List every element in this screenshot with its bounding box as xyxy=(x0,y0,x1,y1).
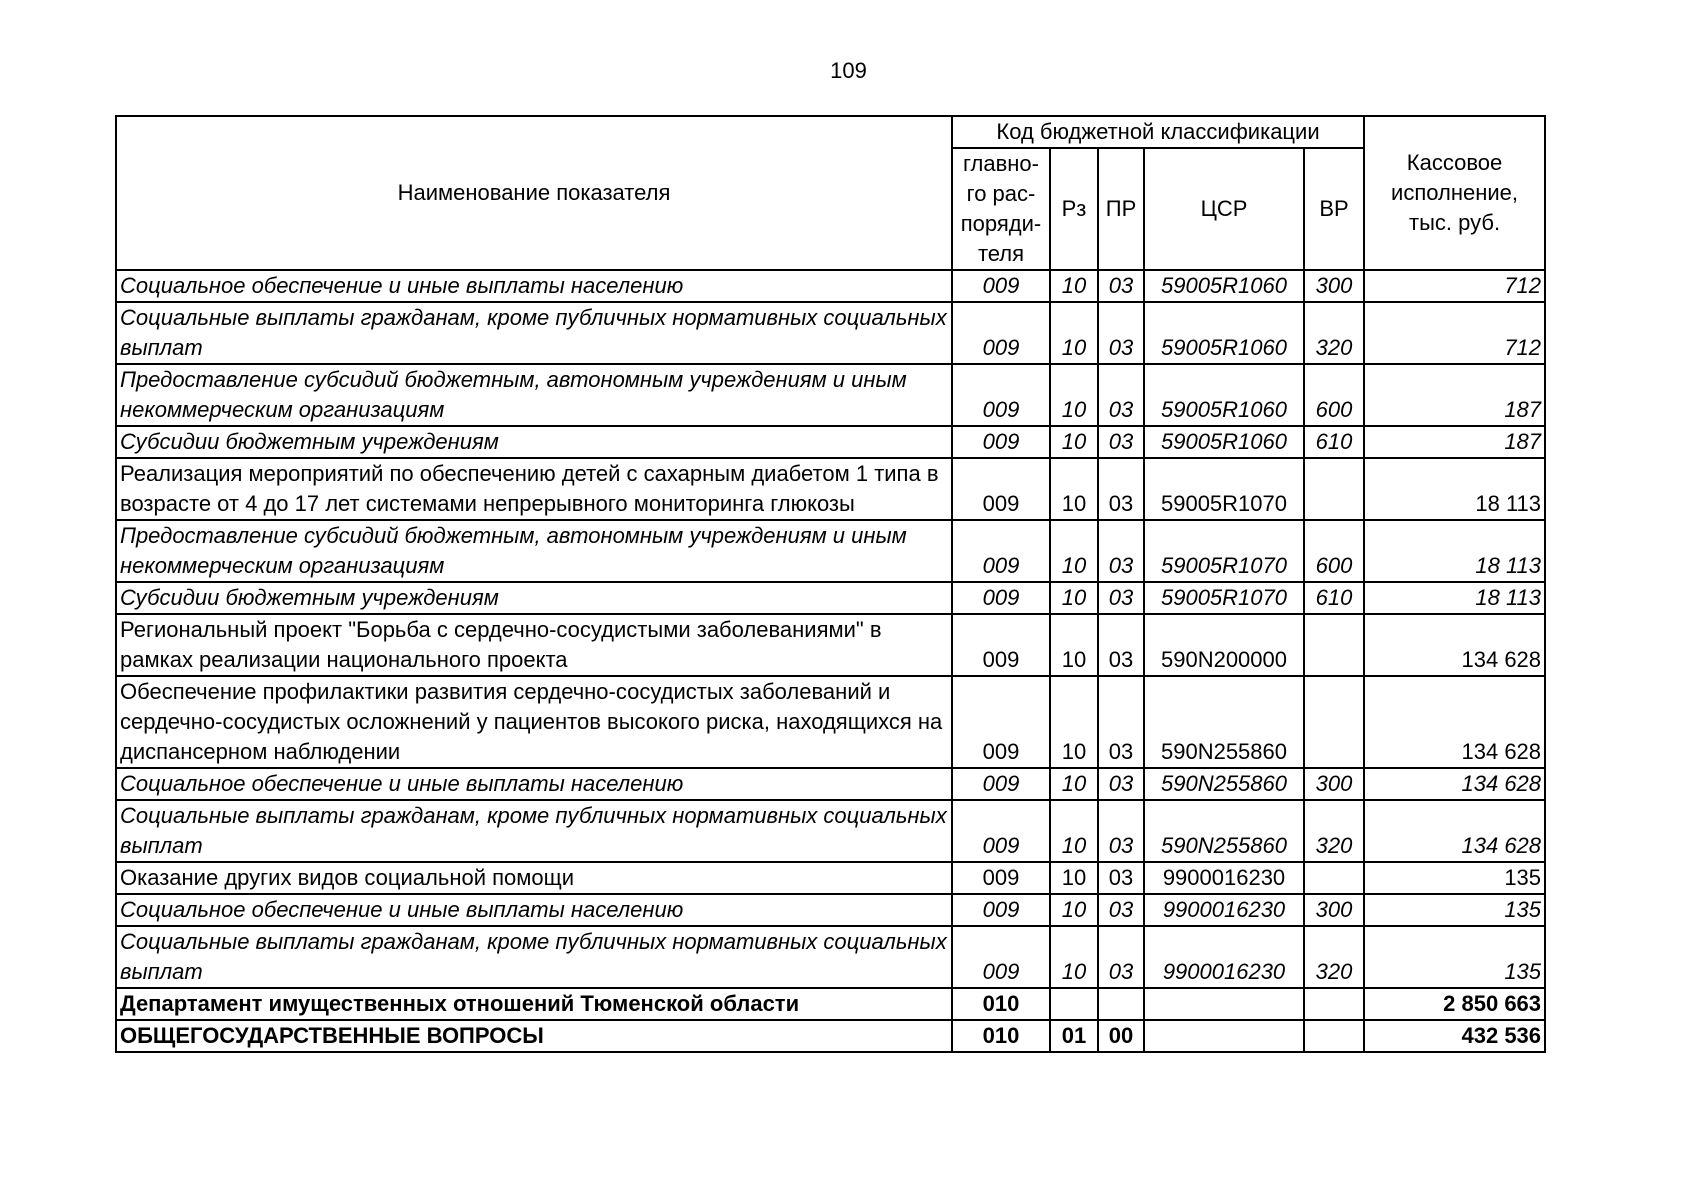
row-amount: 134 628 xyxy=(1364,800,1545,862)
row-amount: 134 628 xyxy=(1364,768,1545,800)
row-name: Департамент имущественных отношений Тюменской области xyxy=(116,988,952,1020)
row-glav-code: 009 xyxy=(952,458,1050,520)
row-amount: 2 850 663 xyxy=(1364,988,1545,1020)
row-glav-code: 009 xyxy=(952,800,1050,862)
row-name: Социальные выплаты гражданам, кроме публичных нормативных социальных выплат xyxy=(116,800,952,862)
row-pr-code: 03 xyxy=(1098,520,1144,582)
row-csr-code: 9900016230 xyxy=(1144,926,1304,988)
table-row xyxy=(116,988,1545,1020)
row-rz-code: 10 xyxy=(1050,768,1098,800)
row-csr-code: 59005R1070 xyxy=(1144,458,1304,520)
row-pr-code: 00 xyxy=(1098,1020,1144,1052)
row-glav-code: 009 xyxy=(952,614,1050,676)
header-amount: Кассовое исполнение, тыс. руб. xyxy=(1364,116,1545,270)
row-rz-code: 10 xyxy=(1050,520,1098,582)
table-row xyxy=(116,458,1545,520)
row-csr-code: 59005R1070 xyxy=(1144,582,1304,614)
row-glav-code: 009 xyxy=(952,926,1050,988)
row-amount: 134 628 xyxy=(1364,614,1545,676)
header-rz: Рз xyxy=(1050,148,1098,270)
row-vr-code xyxy=(1304,458,1364,520)
row-name: Предоставление субсидий бюджетным, автономным учреждениям и иным некоммерческим организациям xyxy=(116,520,952,582)
row-amount: 187 xyxy=(1364,426,1545,458)
row-rz-code: 10 xyxy=(1050,582,1098,614)
row-csr-code: 9900016230 xyxy=(1144,894,1304,926)
row-csr-code: 59005R1070 xyxy=(1144,520,1304,582)
header-code-group: Код бюджетной классификации xyxy=(952,116,1364,148)
row-csr-code xyxy=(1144,988,1304,1020)
row-pr-code: 03 xyxy=(1098,768,1144,800)
row-vr-code: 300 xyxy=(1304,270,1364,302)
row-pr-code: 03 xyxy=(1098,426,1144,458)
row-vr-code: 320 xyxy=(1304,800,1364,862)
row-rz-code: 10 xyxy=(1050,426,1098,458)
row-name: Субсидии бюджетным учреждениям xyxy=(116,582,952,614)
row-glav-code: 009 xyxy=(952,426,1050,458)
row-amount: 712 xyxy=(1364,302,1545,364)
row-rz-code: 10 xyxy=(1050,364,1098,426)
row-name: Обеспечение профилактики развития сердечно-сосудистых заболеваний и сердечно-сосудистых осложнений у пациентов высокого риска, находящихся на диспансерном наблюдении xyxy=(116,676,952,768)
row-name: Субсидии бюджетным учреждениям xyxy=(116,426,952,458)
row-pr-code: 03 xyxy=(1098,582,1144,614)
row-name: Региональный проект "Борьба с сердечно-сосудистыми заболеваниями" в рамках реализации национального проекта xyxy=(116,614,952,676)
budget-table xyxy=(115,115,1546,1053)
table-row xyxy=(116,1020,1545,1052)
row-vr-code: 300 xyxy=(1304,894,1364,926)
row-glav-code: 009 xyxy=(952,582,1050,614)
table-row xyxy=(116,800,1545,862)
row-rz-code: 10 xyxy=(1050,800,1098,862)
table-row xyxy=(116,894,1545,926)
row-amount: 712 xyxy=(1364,270,1545,302)
table-row xyxy=(116,768,1545,800)
table-row xyxy=(116,426,1545,458)
table-row xyxy=(116,364,1545,426)
row-name: Оказание других видов социальной помощи xyxy=(116,862,952,894)
row-csr-code: 590N255860 xyxy=(1144,768,1304,800)
page-number: 109 xyxy=(830,58,867,83)
row-rz-code: 01 xyxy=(1050,1020,1098,1052)
row-glav-code: 009 xyxy=(952,676,1050,768)
row-rz-code: 10 xyxy=(1050,926,1098,988)
header-vr: ВР xyxy=(1304,148,1364,270)
row-glav-code: 009 xyxy=(952,862,1050,894)
row-vr-code xyxy=(1304,862,1364,894)
row-pr-code: 03 xyxy=(1098,800,1144,862)
row-csr-code: 9900016230 xyxy=(1144,862,1304,894)
row-glav-code: 010 xyxy=(952,988,1050,1020)
row-pr-code: 03 xyxy=(1098,302,1144,364)
row-glav-code: 009 xyxy=(952,894,1050,926)
row-amount: 134 628 xyxy=(1364,676,1545,768)
row-pr-code: 03 xyxy=(1098,676,1144,768)
row-csr-code: 59005R1060 xyxy=(1144,364,1304,426)
row-glav-code: 009 xyxy=(952,302,1050,364)
table-row xyxy=(116,862,1545,894)
row-glav-code: 009 xyxy=(952,270,1050,302)
row-name: Социальные выплаты гражданам, кроме публичных нормативных социальных выплат xyxy=(116,926,952,988)
row-csr-code: 590N255860 xyxy=(1144,676,1304,768)
row-csr-code: 59005R1060 xyxy=(1144,426,1304,458)
table-header xyxy=(116,116,1545,270)
table-row xyxy=(116,676,1545,768)
row-vr-code xyxy=(1304,614,1364,676)
table-row xyxy=(116,520,1545,582)
header-pr: ПР xyxy=(1098,148,1144,270)
table-row xyxy=(116,926,1545,988)
row-vr-code: 320 xyxy=(1304,302,1364,364)
table-row xyxy=(116,582,1545,614)
row-amount: 432 536 xyxy=(1364,1020,1545,1052)
row-rz-code: 10 xyxy=(1050,894,1098,926)
row-rz-code: 10 xyxy=(1050,676,1098,768)
row-vr-code: 610 xyxy=(1304,582,1364,614)
row-name: Социальное обеспечение и иные выплаты населению xyxy=(116,894,952,926)
row-name: Социальное обеспечение и иные выплаты населению xyxy=(116,768,952,800)
row-vr-code xyxy=(1304,988,1364,1020)
row-pr-code: 03 xyxy=(1098,458,1144,520)
row-csr-code: 59005R1060 xyxy=(1144,270,1304,302)
row-amount: 18 113 xyxy=(1364,520,1545,582)
row-pr-code xyxy=(1098,988,1144,1020)
row-vr-code xyxy=(1304,1020,1364,1052)
row-name: Социальные выплаты гражданам, кроме публичных нормативных социальных выплат xyxy=(116,302,952,364)
row-vr-code: 320 xyxy=(1304,926,1364,988)
row-vr-code: 600 xyxy=(1304,364,1364,426)
row-name: Социальное обеспечение и иные выплаты населению xyxy=(116,270,952,302)
table-row xyxy=(116,302,1545,364)
row-pr-code: 03 xyxy=(1098,364,1144,426)
row-glav-code: 010 xyxy=(952,1020,1050,1052)
row-pr-code: 03 xyxy=(1098,614,1144,676)
row-rz-code xyxy=(1050,988,1098,1020)
row-amount: 18 113 xyxy=(1364,458,1545,520)
row-pr-code: 03 xyxy=(1098,894,1144,926)
row-name: Предоставление субсидий бюджетным, автономным учреждениям и иным некоммерческим организациям xyxy=(116,364,952,426)
table-body xyxy=(116,270,1545,1052)
header-csr: ЦСР xyxy=(1144,148,1304,270)
row-vr-code xyxy=(1304,676,1364,768)
row-csr-code: 590N200000 xyxy=(1144,614,1304,676)
row-amount: 18 113 xyxy=(1364,582,1545,614)
row-csr-code: 59005R1060 xyxy=(1144,302,1304,364)
row-glav-code: 009 xyxy=(952,364,1050,426)
row-rz-code: 10 xyxy=(1050,458,1098,520)
row-vr-code: 600 xyxy=(1304,520,1364,582)
row-csr-code: 590N255860 xyxy=(1144,800,1304,862)
row-amount: 135 xyxy=(1364,926,1545,988)
header-name: Наименование показателя xyxy=(116,116,952,270)
table-row xyxy=(116,614,1545,676)
row-csr-code xyxy=(1144,1020,1304,1052)
row-pr-code: 03 xyxy=(1098,270,1144,302)
row-pr-code: 03 xyxy=(1098,862,1144,894)
row-rz-code: 10 xyxy=(1050,614,1098,676)
row-amount: 135 xyxy=(1364,862,1545,894)
row-vr-code: 300 xyxy=(1304,768,1364,800)
row-rz-code: 10 xyxy=(1050,302,1098,364)
row-amount: 187 xyxy=(1364,364,1545,426)
row-name: ОБЩЕГОСУДАРСТВЕННЫЕ ВОПРОСЫ xyxy=(116,1020,952,1052)
row-glav-code: 009 xyxy=(952,520,1050,582)
row-rz-code: 10 xyxy=(1050,862,1098,894)
header-glav: главно-го рас-поряди-теля xyxy=(952,148,1050,270)
row-glav-code: 009 xyxy=(952,768,1050,800)
row-vr-code: 610 xyxy=(1304,426,1364,458)
row-rz-code: 10 xyxy=(1050,270,1098,302)
row-pr-code: 03 xyxy=(1098,926,1144,988)
row-name: Реализация мероприятий по обеспечению детей с сахарным диабетом 1 типа в возрасте от 4 до 17 лет системами непрерывного мониторинга глюкозы xyxy=(116,458,952,520)
table-row xyxy=(116,270,1545,302)
row-amount: 135 xyxy=(1364,894,1545,926)
